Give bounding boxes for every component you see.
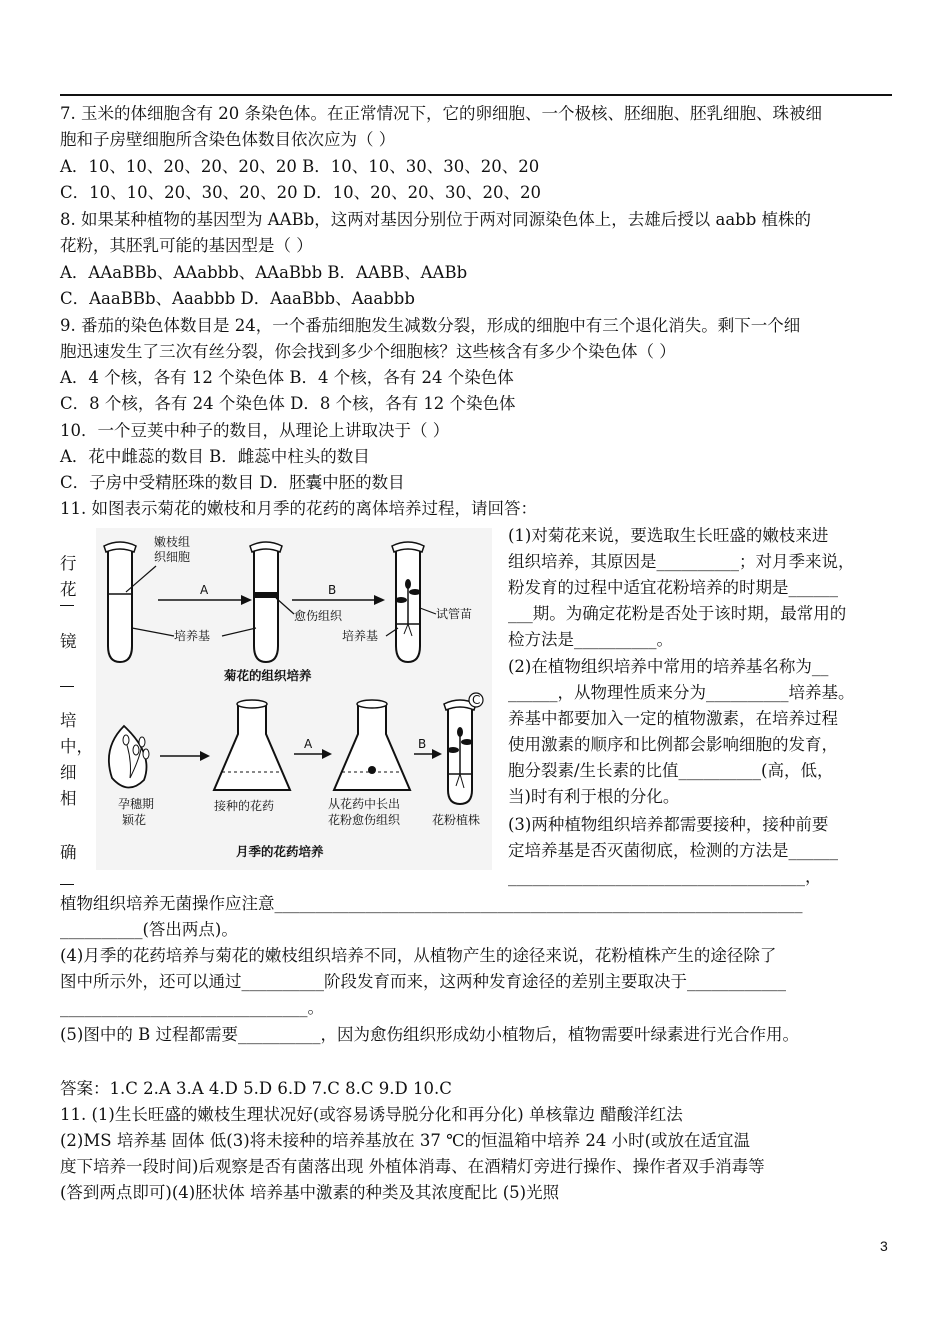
label-callus-bottom-line1: 从花药中长出 xyxy=(328,797,401,811)
q9-stem-line2: 胞迅速发生了三次有丝分裂，你会找到多少个细胞核？这些核含有多少个染色体（ ） xyxy=(60,342,676,361)
q11-right-line: 使用激素的顺序和比例都会影响细胞的发育， xyxy=(508,735,838,754)
q8-stem-line2: 花粉，其胚乳可能的基因型是（ ） xyxy=(60,236,313,255)
q9-options-cd: C．8 个核，各有 24 个染色体 D．8 个核，各有 12 个染色体 xyxy=(60,394,516,413)
label-pollen-plant: 花粉植株 xyxy=(432,813,481,827)
page-number: 3 xyxy=(880,1238,888,1254)
label-callus-bottom-line2: 花粉愈伤组织 xyxy=(328,813,401,827)
q11-left-dash xyxy=(60,884,74,885)
q11-left-dash xyxy=(60,686,74,687)
q11-line-d: 图中所示外，还可以通过__________阶段发育而来，这两种发育途径的差别主要取决于____________ xyxy=(60,972,786,991)
q10-options-ab: A．花中雌蕊的数目 B．雌蕊中柱头的数目 xyxy=(60,447,370,466)
label-tissue-line1: 嫩枝组 xyxy=(154,535,191,549)
answers-line2: 11. (1)生长旺盛的嫩枝生理状况好(或容易诱导脱分化和再分化) 单核靠边 醋酸洋红法 xyxy=(60,1105,683,1124)
q11-line-e: ______________________________。 xyxy=(60,998,324,1017)
q11-stem: 11. 如图表示菊花的嫩枝和月季的花药的离体培养过程，请回答： xyxy=(60,499,537,518)
q11-left-char: 行 xyxy=(60,554,77,573)
label-flower-line1: 孕穗期 xyxy=(118,797,155,811)
answers-line1: 答案：1.C 2.A 3.A 4.D 5.D 6.D 7.C 8.C 9.D 10.C xyxy=(60,1079,452,1098)
answers-line3: (2)MS 培养基 固体 低(3)将未接种的培养基放在 37 ℃的恒温箱中培养 24 小时(或放在适宜温 xyxy=(60,1131,751,1150)
q11-left-char: 细 xyxy=(60,763,77,782)
culture-process-figure xyxy=(96,528,492,870)
q7-stem-line1: 7. 玉米的体细胞含有 20 条染色体。在正常情况下，它的卵细胞、一个极核、胚细胞、胚乳细胞、珠被细 xyxy=(60,104,822,123)
q9-stem-line1: 9. 番茄的染色体数目是 24，一个番茄细胞发生减数分裂，形成的细胞中有三个退化消失。剩下一个细 xyxy=(60,316,801,335)
test-tube-2 xyxy=(250,542,282,662)
arrow-a-top-label: A xyxy=(200,583,209,597)
q11-right-line: (1)对菊花来说，要选取生长旺盛的嫩枝来进 xyxy=(508,526,829,545)
q11-right-line: ____________________________________， xyxy=(508,867,822,886)
q11-right-line: 胞分裂素/生长素的比值__________(高，低， xyxy=(508,761,834,780)
header-rule xyxy=(60,94,892,96)
caption-rose: 月季的花药培养 xyxy=(236,844,324,859)
q11-right-line: 检方法是__________。 xyxy=(508,630,673,649)
q8-options-ab: A．AAaBBb、AAabbb、AAaBbb B．AABB、AABb xyxy=(60,263,468,282)
label-flower-line2: 颖花 xyxy=(122,813,147,827)
q11-left-char: 相 xyxy=(60,789,77,808)
q11-left-char: 镜 xyxy=(60,632,77,651)
q8-options-cd: C．AaaBBb、Aaabbb D．AaaBbb、Aaabbb xyxy=(60,289,415,308)
q7-options-cd: C．10、10、20、30、20、20 D．10、20、20、30、20、20 xyxy=(60,183,542,202)
label-tissue-line2: 织细胞 xyxy=(154,550,191,564)
label-callus: 愈伤组织 xyxy=(294,609,343,623)
label-plantlet: 试管苗 xyxy=(436,607,473,621)
answers-line4: 度下培养一段时间)后观察是否有菌落出现 外植体消毒、在酒精灯旁进行操作、操作者双手消毒等 xyxy=(60,1157,765,1176)
q11-right-line: ___期。为确定花粉是否处于该时期，最常用的 xyxy=(508,604,847,623)
q10-stem: 10．一个豆荚中种子的数目，从理论上讲取决于（ ） xyxy=(60,421,450,440)
q11-right-line: 养基中都要加入一定的植物激素，在培养过程 xyxy=(508,709,838,728)
q11-left-dash xyxy=(60,605,74,606)
q7-stem-line2: 胞和子房壁细胞所含染色体数目依次应为（ ） xyxy=(60,130,396,149)
q11-line-b: __________(答出两点)。 xyxy=(60,920,238,939)
q11-right-line: 组织培养，其原因是__________；对月季来说， xyxy=(508,552,855,571)
label-medium: 培养基 xyxy=(174,629,211,643)
q11-right-line: 当)时有利于根的分化。 xyxy=(508,787,680,806)
q7-options-ab: A．10、10、20、20、20、20 B．10、10、30、30、20、20 xyxy=(60,157,540,176)
q9-options-ab: A．4 个核，各有 12 个染色体 B．4 个核，各有 24 个染色体 xyxy=(60,368,514,387)
q8-stem-line1: 8. 如果某种植物的基因型为 AABb，这两对基因分别位于两对同源染色体上，去雄后授以 aabb 植株的 xyxy=(60,210,812,229)
q11-left-char: 中， xyxy=(60,737,93,756)
test-tube-3 xyxy=(392,542,424,662)
q11-left-char: 培 xyxy=(60,711,77,730)
q11-left-char: 花 xyxy=(60,580,77,599)
label-medium-2: 培养基 xyxy=(342,629,379,643)
c-mark: C xyxy=(472,693,481,707)
q11-right-line: (2)在植物组织培养中常用的培养基名称为__ xyxy=(508,657,829,676)
test-tube-1 xyxy=(104,542,136,662)
q10-options-cd: C．子房中受精胚珠的数目 D．胚囊中胚的数目 xyxy=(60,473,405,492)
q11-right-line: (3)两种植物组织培养都需要接种，接种前要 xyxy=(508,815,829,834)
label-inoculated: 接种的花药 xyxy=(214,799,275,813)
q11-line-f: (5)图中的 B 过程都需要__________，因为愈伤组织形成幼小植物后，植物需要叶绿素进行光合作用。 xyxy=(60,1025,799,1044)
q11-right-line: 定培养基是否灭菌彻底，检测的方法是______ xyxy=(508,841,838,860)
q11-right-line: 粉发育的过程中适宜花粉培养的时期是______ xyxy=(508,578,838,597)
q11-line-a: 植物组织培养无菌操作应注意________________________________________________________________ xyxy=(60,894,803,913)
q11-left-char: 确 xyxy=(60,843,77,862)
q11-line-c: (4)月季的花药培养与菊花的嫩枝组织培养不同，从植物产生的途径来说，花粉植株产生的途径除了 xyxy=(60,946,777,965)
arrow-b-top-label: B xyxy=(328,583,337,597)
arrow-a-bottom-label: A xyxy=(304,737,313,751)
arrow-b-bottom-label: B xyxy=(418,737,427,751)
caption-chrysanthemum: 菊花的组织培养 xyxy=(224,668,312,683)
q11-right-line: ______，从物理性质来分为__________培养基。 xyxy=(508,683,855,702)
answers-line5: (答到两点即可)(4)胚状体 培养基中激素的种类及其浓度配比 (5)光照 xyxy=(60,1183,560,1202)
